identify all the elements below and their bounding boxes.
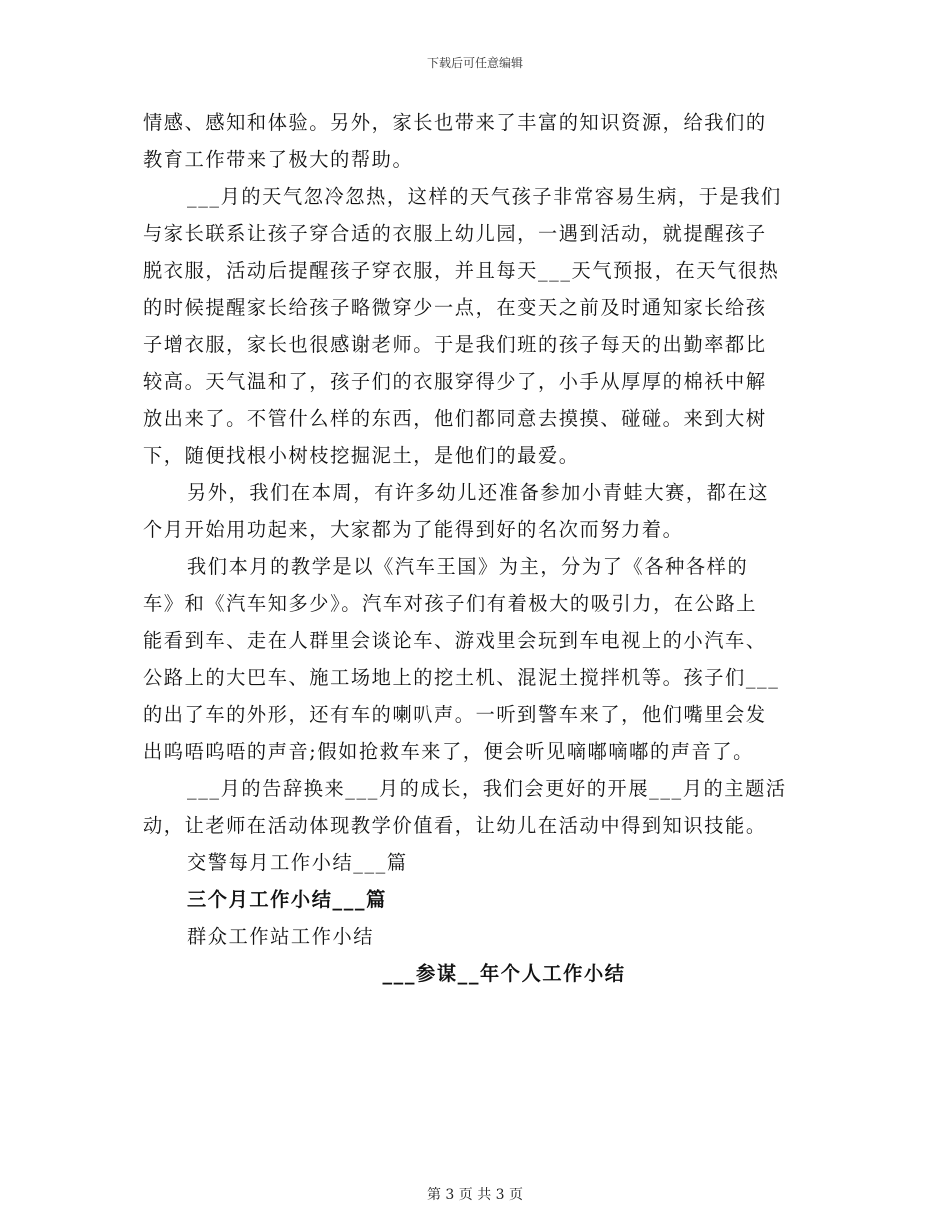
related-item: 交警每月工作小结___篇	[187, 851, 408, 874]
text-line: 与家长联系让孩子穿合适的衣服上幼儿园，一遇到活动，就提醒孩子	[143, 222, 767, 245]
text-line: 另外，我们在本周，有许多幼儿还准备参加小青蛙大赛，都在这	[187, 481, 770, 504]
text-line: 我们本月的教学是以《汽车王国》为主，分为了《各种各样的	[187, 555, 749, 578]
text-line: 放出来了。不管什么样的东西，他们都同意去摸摸、碰碰。来到大树	[143, 407, 767, 430]
paragraph	[143, 474, 813, 548]
related-heading: 三个月工作小结___篇	[187, 888, 387, 911]
text-line: 的时候提醒家长给孩子略微穿少一点，在变天之前及时通知家长给孩	[143, 296, 767, 319]
text-line: 出呜唔呜唔的声音;假如抢救车来了，便会听见嘀嘟嘀嘟的声音了。	[143, 740, 754, 763]
text-line: 个月开始用功起来，大家都为了能得到好的名次而努力着。	[143, 518, 684, 541]
related-item: 群众工作站工作小结	[187, 925, 375, 948]
page-header: 下载后可任意编辑	[426, 56, 523, 70]
text-line: 能看到车、走在人群里会谈论车、游戏里会玩到车电视上的小汽车、	[143, 629, 767, 652]
text-line: 教育工作带来了极大的帮助。	[143, 148, 414, 171]
text-line: 车》和《汽车知多少》。汽车对孩子们有着极大的吸引力，在公路上	[143, 592, 758, 615]
text-line: 脱衣服，活动后提醒孩子穿衣服，并且每天___天气预报，在天气很热	[143, 259, 780, 282]
paragraph	[143, 548, 813, 770]
text-line: 动，让老师在活动体现教学价值看，让幼儿在活动中得到知识技能。	[143, 814, 767, 837]
document-body	[143, 104, 813, 992]
text-line: ___月的告辞换来___月的成长，我们会更好的开展___月的主题活	[187, 777, 787, 800]
paragraph	[143, 178, 813, 474]
text-line: 下，随便找根小树枝挖掘泥土，是他们的最爱。	[143, 444, 580, 467]
paragraph	[143, 770, 813, 844]
text-line: 公路上的大巴车、施工场地上的挖土机、混泥土搅拌机等。孩子们___	[143, 666, 780, 689]
text-line: 情感、感知和体验。另外，家长也带来了丰富的知识资源，给我们的	[143, 111, 767, 134]
centered-title: ___参谋__年个人工作小结	[382, 962, 626, 985]
page-footer: 第 3 页 共 3 页	[426, 1187, 524, 1203]
paragraph	[143, 104, 813, 178]
text-line: 的出了车的外形，还有车的喇叭声。一听到警车来了，他们嘴里会发	[143, 703, 767, 726]
text-line: 子增衣服，家长也很感谢老师。于是我们班的孩子每天的出勤率都比	[143, 333, 767, 356]
text-line: 较高。天气温和了，孩子们的衣服穿得少了，小手从厚厚的棉袄中解	[143, 370, 767, 393]
text-line: ___月的天气忽冷忽热，这样的天气孩子非常容易生病，于是我们	[187, 185, 782, 208]
